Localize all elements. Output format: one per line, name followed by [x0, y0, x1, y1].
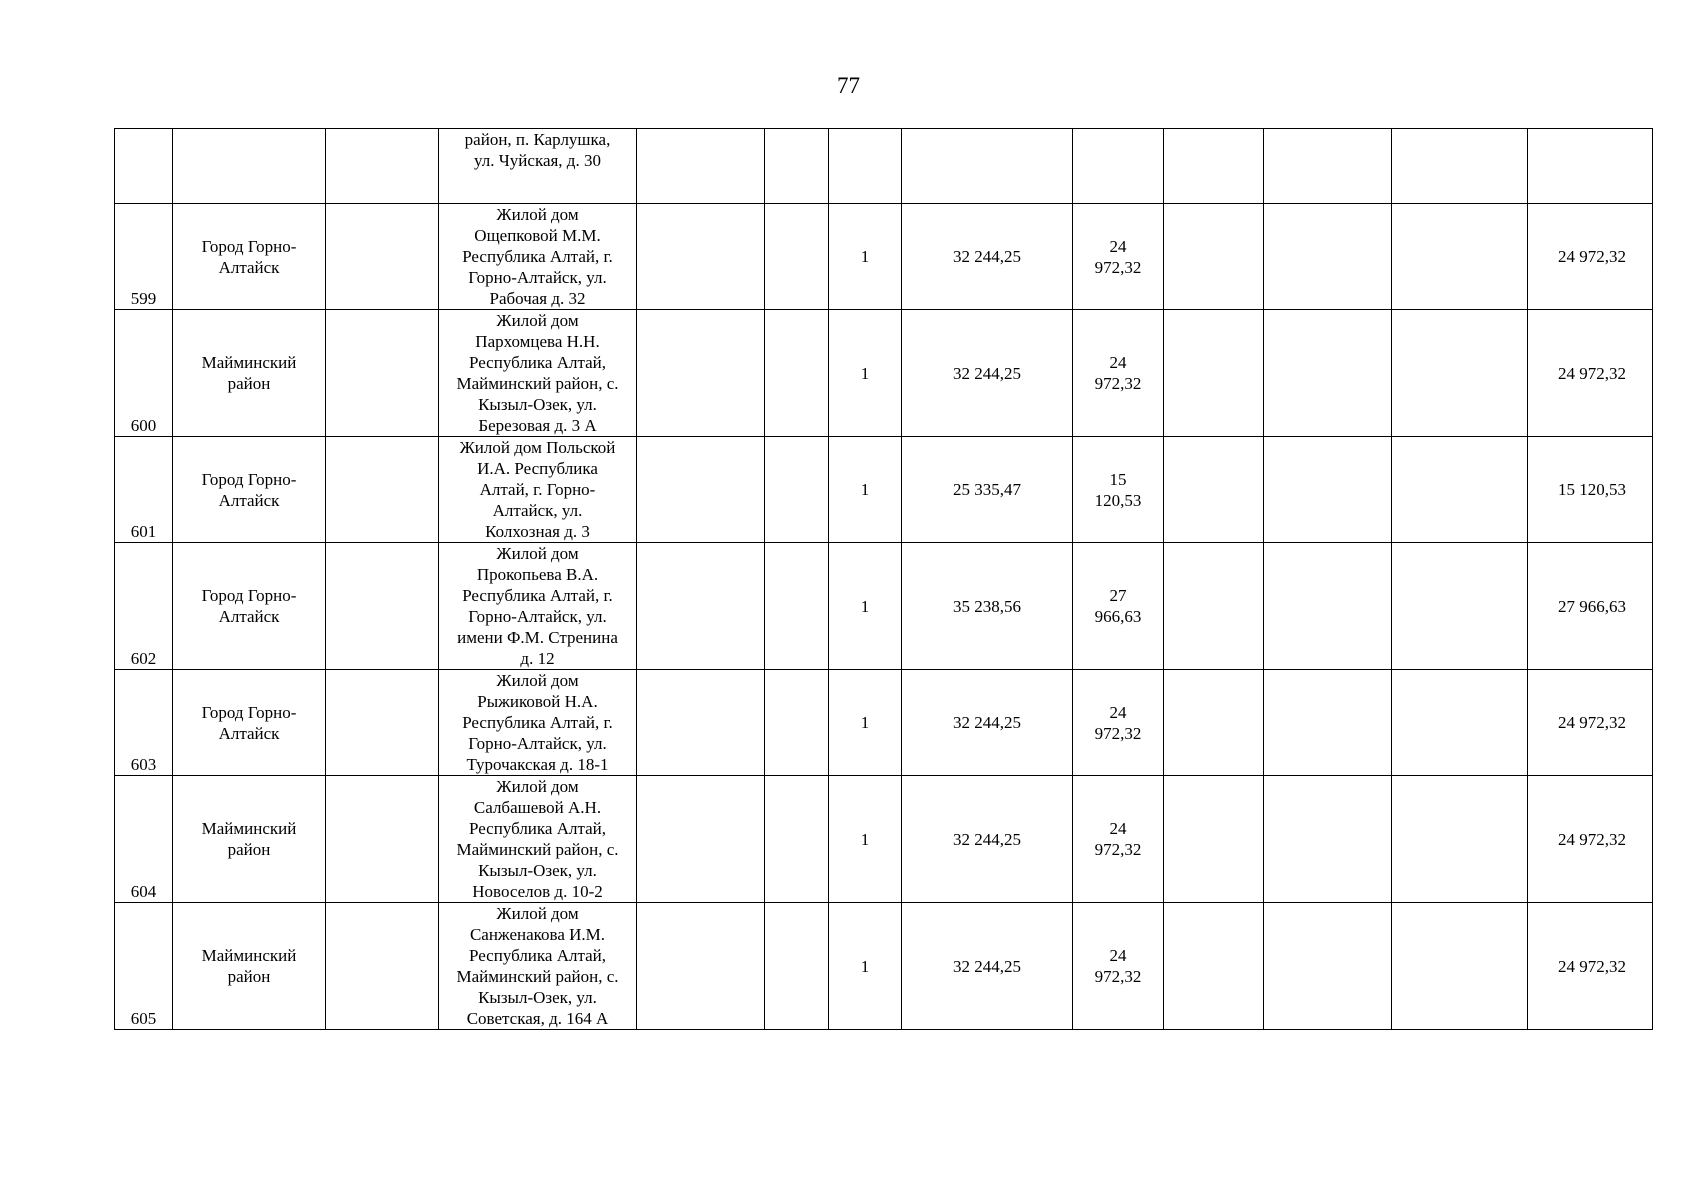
table-row [115, 903, 1653, 1030]
cell-total: 27 966,63 [1528, 543, 1653, 670]
cell-empty [637, 310, 765, 437]
cell-number: 602 [115, 543, 173, 670]
cell-address: Жилой дом Санженакова И.М. Республика Алтай, Майминский район, с. Кызыл-Озек, ул. Советская, д. 164 А [439, 903, 637, 1030]
cell-cost: 32 244,25 [902, 903, 1073, 1030]
cell-amount: 27 966,63 [1073, 543, 1164, 670]
cell-amount: 15 120,53 [1073, 437, 1164, 543]
cell-address: Жилой дом Пархомцева Н.Н. Республика Алтай, Майминский район, с. Кызыл-Озек, ул. Березовая д. 3 А [439, 310, 637, 437]
cell-district: Город Горно- Алтайск [173, 670, 326, 776]
cell-empty [637, 204, 765, 310]
cell-count: 1 [829, 776, 902, 903]
cell-total [1528, 129, 1653, 204]
cell-empty [765, 670, 829, 776]
cell-district: Майминский район [173, 310, 326, 437]
cell-empty [1164, 776, 1264, 903]
cell-cost: 32 244,25 [902, 310, 1073, 437]
cell-empty [326, 776, 439, 903]
cell-empty [1392, 543, 1528, 670]
cell-empty [765, 903, 829, 1030]
cell-cost: 25 335,47 [902, 437, 1073, 543]
table-row [115, 437, 1653, 543]
cell-district [173, 129, 326, 204]
cell-empty [1264, 776, 1392, 903]
cell-address: Жилой дом Салбашевой А.Н. Республика Алтай, Майминский район, с. Кызыл-Озек, ул. Новоселов д. 10-2 [439, 776, 637, 903]
table-row [115, 543, 1653, 670]
cell-cost: 32 244,25 [902, 670, 1073, 776]
cell-empty [1164, 129, 1264, 204]
cell-number: 604 [115, 776, 173, 903]
cell-count: 1 [829, 670, 902, 776]
cell-amount: 24 972,32 [1073, 903, 1164, 1030]
table-row [115, 776, 1653, 903]
cell-address: Жилой дом Прокопьева В.А. Республика Алтай, г. Горно-Алтайск, ул. имени Ф.М. Стренина д. 12 [439, 543, 637, 670]
cell-number: 600 [115, 310, 173, 437]
cell-empty [326, 129, 439, 204]
cell-empty [637, 670, 765, 776]
cell-empty [1164, 437, 1264, 543]
cell-empty [326, 310, 439, 437]
cell-empty [1264, 310, 1392, 437]
cell-total: 24 972,32 [1528, 776, 1653, 903]
table-body [115, 129, 1653, 1030]
cell-number: 599 [115, 204, 173, 310]
cell-empty [1392, 903, 1528, 1030]
cell-empty [765, 129, 829, 204]
cell-count: 1 [829, 903, 902, 1030]
cell-empty [1164, 670, 1264, 776]
cell-empty [765, 543, 829, 670]
cell-empty [765, 204, 829, 310]
cell-total: 24 972,32 [1528, 903, 1653, 1030]
cell-number: 605 [115, 903, 173, 1030]
cell-empty [1264, 204, 1392, 310]
cell-number [115, 129, 173, 204]
table-row [115, 204, 1653, 310]
cell-address: район, п. Карлушка, ул. Чуйская, д. 30 [439, 129, 637, 204]
cell-empty [1164, 204, 1264, 310]
cell-empty [765, 310, 829, 437]
cell-total: 15 120,53 [1528, 437, 1653, 543]
cell-empty [637, 543, 765, 670]
cell-empty [765, 776, 829, 903]
cell-amount: 24 972,32 [1073, 204, 1164, 310]
cell-count: 1 [829, 204, 902, 310]
cell-address: Жилой дом Рыжиковой Н.А. Республика Алтай, г. Горно-Алтайск, ул. Турочакская д. 18-1 [439, 670, 637, 776]
table-row [115, 310, 1653, 437]
cell-total: 24 972,32 [1528, 204, 1653, 310]
cell-empty [1392, 670, 1528, 776]
cell-total: 24 972,32 [1528, 670, 1653, 776]
cell-cost [902, 129, 1073, 204]
cell-empty [1264, 129, 1392, 204]
cell-address: Жилой дом Ощепковой М.М. Республика Алтай, г. Горно-Алтайск, ул. Рабочая д. 32 [439, 204, 637, 310]
page-number: 77 [837, 73, 860, 98]
cell-district: Майминский район [173, 903, 326, 1030]
cell-empty [1392, 204, 1528, 310]
cell-empty [637, 129, 765, 204]
cell-empty [326, 903, 439, 1030]
cell-empty [1392, 310, 1528, 437]
cell-count: 1 [829, 310, 902, 437]
cell-empty [637, 903, 765, 1030]
cell-empty [326, 204, 439, 310]
cell-empty [1392, 776, 1528, 903]
table-row [115, 670, 1653, 776]
cell-empty [326, 670, 439, 776]
cell-total: 24 972,32 [1528, 310, 1653, 437]
cell-district: Город Горно- Алтайск [173, 437, 326, 543]
cell-cost: 32 244,25 [902, 776, 1073, 903]
cell-amount: 24 972,32 [1073, 670, 1164, 776]
cell-empty [637, 776, 765, 903]
cell-empty [765, 437, 829, 543]
cell-empty [326, 437, 439, 543]
cell-empty [1164, 543, 1264, 670]
cell-empty [1264, 903, 1392, 1030]
cell-empty [1164, 903, 1264, 1030]
cell-empty [1392, 437, 1528, 543]
cell-number: 603 [115, 670, 173, 776]
cell-empty [1164, 310, 1264, 437]
cell-empty [1264, 437, 1392, 543]
cell-cost: 35 238,56 [902, 543, 1073, 670]
table-row-continuation [115, 129, 1653, 204]
cell-cost: 32 244,25 [902, 204, 1073, 310]
cell-amount: 24 972,32 [1073, 310, 1164, 437]
registry-table [114, 128, 1653, 1030]
cell-empty [1264, 543, 1392, 670]
cell-district: Майминский район [173, 776, 326, 903]
cell-count: 1 [829, 437, 902, 543]
cell-empty [326, 543, 439, 670]
cell-amount [1073, 129, 1164, 204]
cell-count: 1 [829, 543, 902, 670]
cell-amount: 24 972,32 [1073, 776, 1164, 903]
cell-count [829, 129, 902, 204]
cell-number: 601 [115, 437, 173, 543]
cell-address: Жилой дом Польской И.А. Республика Алтай, г. Горно- Алтайск, ул. Колхозная д. 3 [439, 437, 637, 543]
cell-empty [1264, 670, 1392, 776]
cell-district: Город Горно- Алтайск [173, 543, 326, 670]
cell-district: Город Горно- Алтайск [173, 204, 326, 310]
cell-empty [1392, 129, 1528, 204]
cell-empty [637, 437, 765, 543]
